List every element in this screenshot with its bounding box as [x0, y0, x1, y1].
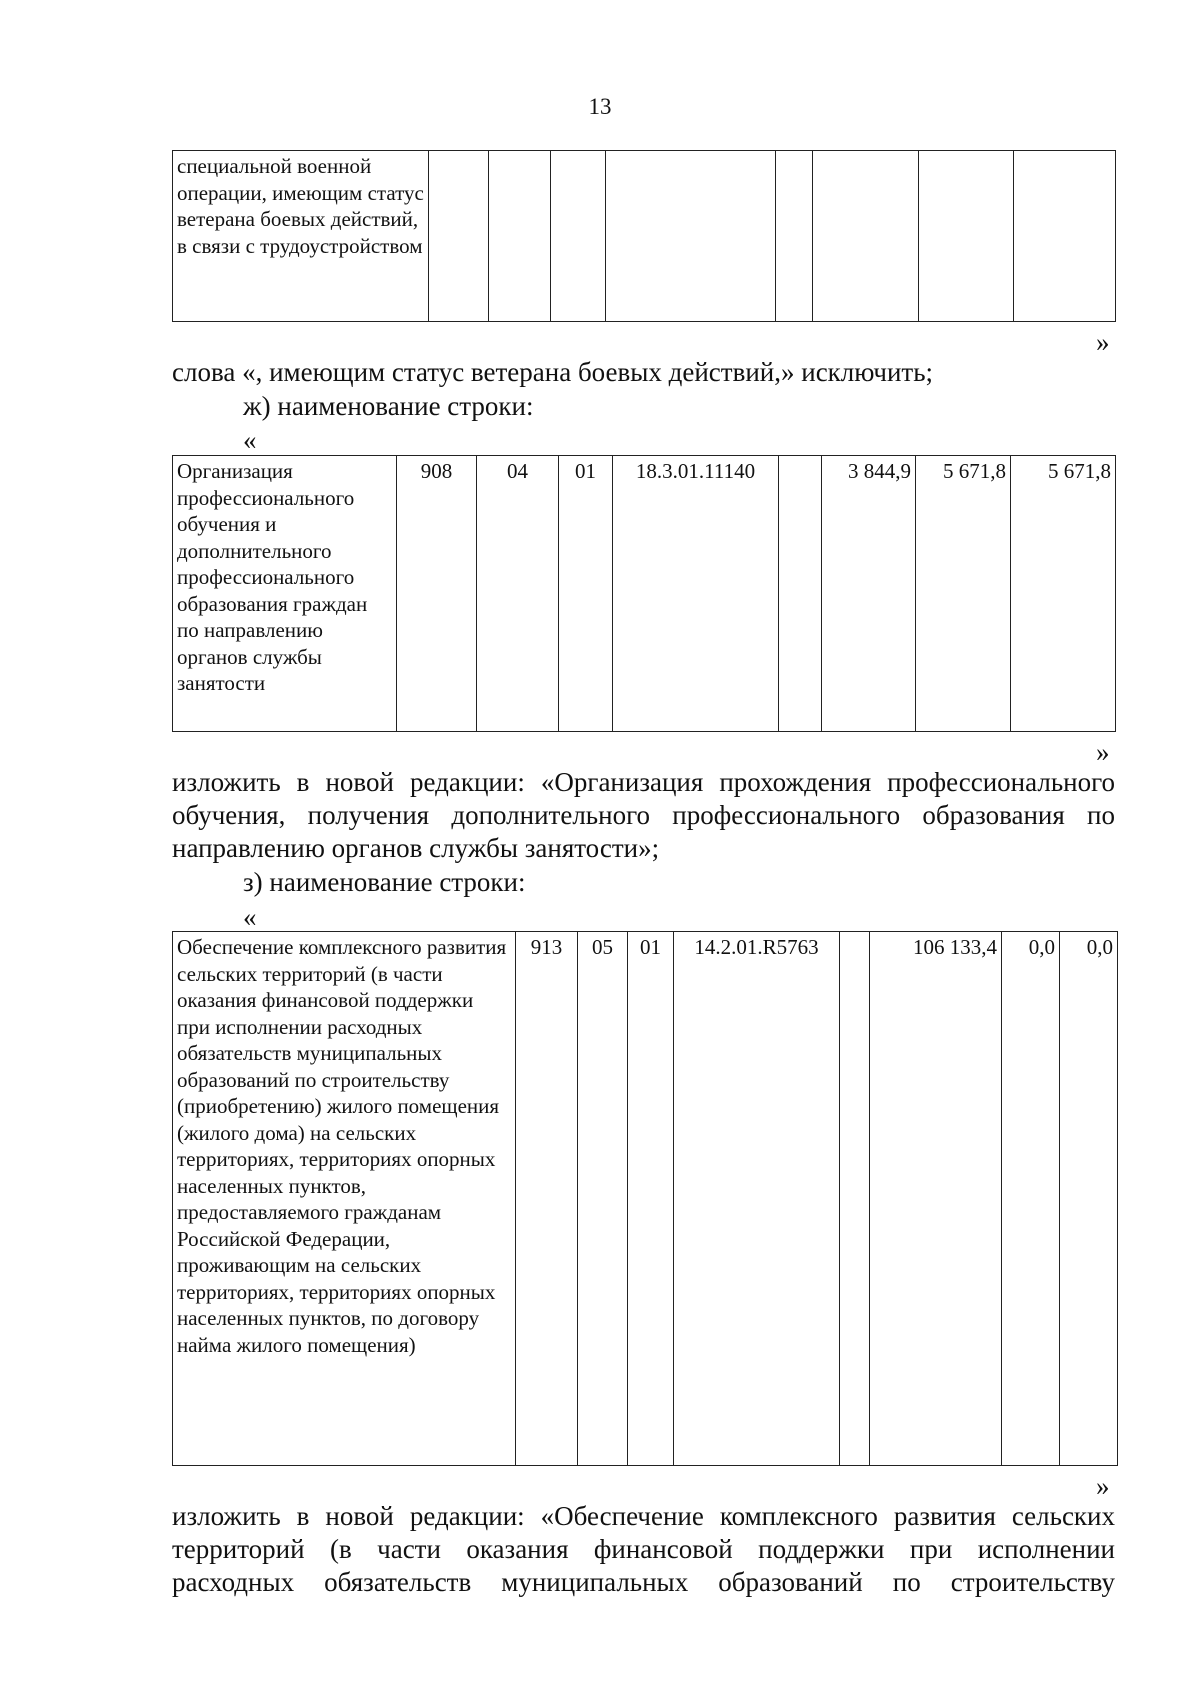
amount-year1-cell: 3 844,9: [822, 456, 916, 732]
opening-quote: «: [243, 425, 257, 455]
amount-year2-cell: [919, 151, 1014, 322]
amount-year1-cell: 106 133,4: [870, 932, 1002, 1466]
new-wording-z-line-2: территорий (в части оказания финансовой поддержки при исполнении: [172, 1534, 1115, 1564]
target-article-cell: [606, 151, 776, 322]
section-cell: 04: [477, 456, 559, 732]
page-number: 13: [588, 94, 612, 119]
subsection-cell: 01: [628, 932, 674, 1466]
budget-table-2: [172, 455, 1116, 732]
target-article-cell: 14.2.01.R5763: [674, 932, 840, 1466]
table-row: [173, 932, 1118, 1466]
section-cell: [489, 151, 551, 322]
table-row: [173, 456, 1116, 732]
amount-year2-cell: 5 671,8: [916, 456, 1011, 732]
item-zh-heading: ж) наименование строки:: [243, 391, 534, 421]
new-wording-line-2: обучения, получения дополнительного профессионального образования по: [172, 800, 1115, 830]
target-article-cell: 18.3.01.11140: [613, 456, 779, 732]
new-wording-z-line-1: изложить в новой редакции: «Обеспечение комплексного развития сельских: [172, 1501, 1115, 1531]
closing-quote: »: [1096, 737, 1110, 767]
closing-quote: »: [1096, 327, 1110, 357]
expense-type-cell: [776, 151, 813, 322]
amount-year3-cell: 5 671,8: [1011, 456, 1116, 732]
subsection-cell: [551, 151, 606, 322]
amount-year1-cell: [813, 151, 919, 322]
subsection-cell: 01: [559, 456, 613, 732]
opening-quote: «: [243, 902, 257, 932]
budget-table-3: [172, 931, 1118, 1466]
section-cell: 05: [578, 932, 628, 1466]
expense-type-cell: [779, 456, 822, 732]
new-wording-z-line-3: расходных обязательств муниципальных образований по строительству: [172, 1567, 1115, 1597]
new-wording-line-1: изложить в новой редакции: «Организация прохождения профессионального: [172, 767, 1115, 797]
new-wording-line-3: направлению органов службы занятости»;: [172, 833, 660, 863]
admin-code-cell: 908: [397, 456, 477, 732]
paragraph-exclude-words: слова «, имеющим статус ветерана боевых действий,» исключить;: [172, 357, 934, 387]
item-z-heading: з) наименование строки:: [243, 867, 526, 897]
closing-quote: »: [1096, 1471, 1110, 1501]
row-name-cell: специальной военной операции, имеющим статус ветерана боевых действий, в связи с трудоустройством: [173, 151, 429, 322]
row-name-cell: Организация профессионального обучения и дополнительного профессионального образования граждан по направлению органов службы занятости: [173, 456, 397, 732]
table-row: [173, 151, 1116, 322]
amount-year3-cell: 0,0: [1060, 932, 1118, 1466]
budget-table-1: [172, 150, 1116, 322]
admin-code-cell: [429, 151, 489, 322]
expense-type-cell: [840, 932, 870, 1466]
amount-year3-cell: [1014, 151, 1116, 322]
amount-year2-cell: 0,0: [1002, 932, 1060, 1466]
admin-code-cell: 913: [516, 932, 578, 1466]
row-name-cell: Обеспечение комплексного развития сельских территорий (в части оказания финансовой поддержки при исполнении расходных обязательств муниципальных образований по строительству (приобретению) жилого помещения (жилого дома) на сельских территориях, территориях опорных населенных пунктов, предоставляемого гражданам Российской Федерации, проживающим на сельских территориях, территориях опорных населенных пунктов, по договору найма жилого помещения): [173, 932, 516, 1466]
